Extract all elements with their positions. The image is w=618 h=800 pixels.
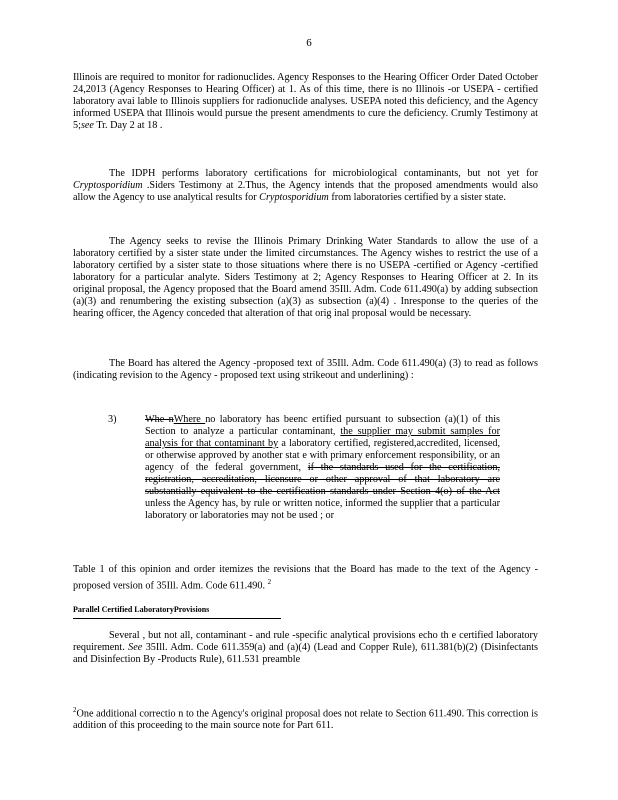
underlined-text: Where [173, 414, 206, 425]
paragraph-text: .Siders Testimony at 2.Thus, the Agency intends that the proposed amendments would also allow the Agency to use analytical results for [73, 180, 538, 203]
footnote-marker: 2 [73, 706, 77, 714]
paragraph-text: Tr. Day 2 at 18 . [93, 120, 163, 131]
paragraph-text: Several , but not all, contaminant - and rule -specific analytical provisions echo th e certified laboratory requirement. [73, 630, 538, 653]
footnote-text: One additional correctio n to the Agency's original proposal does not relate to Section 611.490. This correction is addition of this proceeding to the main source note for Part 611. [73, 708, 538, 732]
footnote [73, 704, 538, 732]
paragraph-radionuclides [73, 72, 538, 132]
paragraph-idph [73, 168, 538, 204]
citation-signal: See [128, 642, 143, 653]
page-number: 6 [306, 37, 312, 49]
paragraph-board-altered: The Board has altered the Agency -proposed text of 35Ill. Adm. Code 611.490(a) (3) to read as follows (indicating revision to the Agency - proposed text using strikeout and underlining) : [73, 358, 538, 381]
clause-text: no laboratory has beenc ertified pursuant to subsection (a)(1) of this Section to analyze a particular contaminant, [145, 414, 500, 437]
section-heading: Parallel Certified LaboratoryProvisions [73, 605, 210, 614]
clause-number: 3) [108, 414, 117, 425]
paragraph-agency-revision: The Agency seeks to revise the Illinois Primary Drinking Water Standards to allow the use of a laboratory certified by a sister state under the limited circumstances. The Agency wishes to restrict the use of a laboratory certified by a sister state to those situations where there is no USEPA -certified or Agency -certified laboratory for a particular analyte. Siders Testimony at 2; Agency Responses to Hearing Officer at 2. In its original proposal, the Agency proposed that the Board amend 35Ill. Adm. Code 611.490(a) by adding subsection (a)(3) and renumbering the existing subsection (a)(3) as subsection (a)(4) . Inresponse to the queries of the hearing officer, the Agency conceded that alteration of that orig inal proposal would be necessary. [73, 236, 538, 319]
strikeout-text: Whe n [145, 414, 174, 425]
paragraph-text: The IDPH performs laboratory certifications for microbiological contaminants, but not yet for [109, 168, 538, 179]
clause-text: a laboratory certified, registered,accredited, licensed, or otherwise approved by another stat e with primary enforcement responsibility, or an agency of the federal government, [145, 438, 500, 473]
paragraph-text: 35Ill. Adm. Code 611.359(a) and (a)(4) (Lead and Copper Rule), 611.381(b)(2) (Disinfectants and Disinfection By -Products Rule), 611.531 preamble [73, 642, 538, 665]
species-name: Cryptosporidium [73, 180, 143, 191]
paragraph-text: Table 1 of this opinion and order itemizes the revisions that the Board has made to the text of the Agency -proposed version of 35Ill. Adm. Code 611.490. [73, 564, 538, 592]
heading-underline [73, 618, 281, 619]
paragraph-table-reference [73, 564, 538, 592]
clause-text: unless the Agency has, by rule or written notice, informed the supplier that a particular laboratory or laboratories may not be used ; or [145, 498, 500, 521]
underlined-text: the supplier may submit samples for analysis for that contaminant by [145, 426, 500, 449]
citation-signal: see [80, 120, 94, 131]
species-name: Cryptosporidium [259, 192, 329, 203]
strikeout-text: if the standards used for the certification, registration, accreditation, licensure or other approval of that laboratory are substantially equivalent to the certification standards under Section 4(o) of the Act [145, 462, 501, 497]
paragraph-parallel-provisions [73, 630, 538, 666]
paragraph-text: Illinois are required to monitor for radionuclides. Agency Responses to the Hearing Officer Order Dated October 24,2013 (Agency Responses to Hearing Officer) at 1. As of this time, there is no Illinois -or USEPA - certified laboratory avai lable to Illinois suppliers for radionuclide analyses. USEPA noted this deficiency, and the Agency informed USEPA that Illinois would pursue the present amendments to cure the deficiency. Crumly Testimony at 5; [73, 72, 538, 131]
footnote-marker: 2 [267, 578, 272, 586]
paragraph-text: from laboratories certified by a sister state. [328, 192, 506, 203]
amended-clause-text [145, 414, 500, 522]
